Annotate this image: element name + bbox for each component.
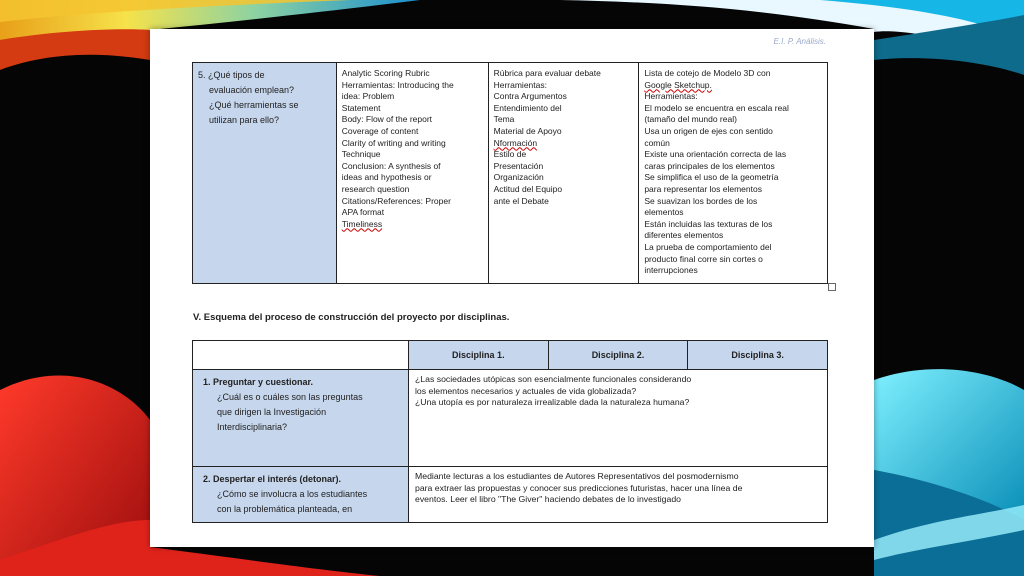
answer-cell	[409, 467, 828, 523]
cell-line: Contra Argumentos	[493, 91, 567, 102]
question-line: que dirigen la Investigación	[217, 407, 327, 417]
rubric-cell-3	[639, 63, 828, 284]
document-page	[150, 29, 874, 547]
cell-line: Rúbrica para evaluar debate	[493, 68, 601, 78]
answer-line: para extraer las propuestas y conocer sus predicciones futuristas, hacer una línea de	[415, 482, 743, 493]
cell-line: (tamaño del mundo real)	[644, 114, 737, 125]
section-title: V. Esquema del proceso de construcción del proyecto por disciplinas.	[193, 312, 510, 323]
cell-line: Herramientas: Introducing the	[341, 79, 454, 90]
question-line: evaluación emplean?	[209, 85, 295, 95]
cell-line: Se suavizan los bordes de los	[644, 195, 758, 206]
cell-line: Citations/References: Proper	[341, 195, 451, 206]
cell-line: Google Sketchup.	[644, 79, 712, 90]
cell-line: Se simplifica el uso de la geometría	[644, 172, 779, 183]
question-cell	[193, 370, 409, 467]
table-row	[193, 467, 828, 523]
question-line: utilizan para ello?	[209, 115, 280, 125]
answer-line: los elementos necesarios y actuales de vida globalizada?	[415, 385, 637, 396]
cell-line: ideas and hypothesis or	[341, 172, 432, 183]
cell-line: Nformación	[493, 137, 538, 148]
table-header-cell: Disciplina 1.	[409, 341, 549, 370]
disciplines-table	[192, 340, 828, 523]
cell-line: elementos	[644, 207, 684, 218]
question-line: 5. ¿Qué tipos de	[198, 70, 265, 80]
table-header-cell: Disciplina 2.	[548, 341, 688, 370]
cell-line: Timeliness	[341, 218, 383, 229]
cell-line: interrupciones	[644, 265, 698, 276]
answer-line: eventos. Leer el libro "The Giver" haciendo debates de lo investigado	[415, 494, 681, 505]
cell-line: producto final corre sin cortes o	[644, 253, 763, 264]
cell-line: APA format	[341, 207, 385, 218]
table-row	[193, 370, 828, 467]
cell-line: Material de Apoyo	[493, 125, 562, 136]
answer-line: ¿Las sociedades utópicas son esencialmente funcionales considerando	[415, 374, 692, 384]
question-line: ¿Qué herramientas se	[209, 100, 299, 110]
cell-line: research question	[341, 183, 410, 194]
cell-line: Presentación	[493, 160, 544, 171]
question-line: con la problemática planteada, en	[217, 504, 353, 514]
cell-line: Analytic Scoring Rubric	[341, 68, 430, 78]
cell-line: Existe una orientación correcta de las	[644, 149, 787, 160]
cell-line: Entendimiento del	[493, 102, 562, 113]
table-resize-handle[interactable]	[828, 283, 836, 291]
rubric-cell-1	[336, 63, 488, 284]
cell-line: caras principales de los elementos	[644, 160, 775, 171]
cell-line: Organización	[493, 172, 544, 183]
cell-line: Usa un origen de ejes con sentido	[644, 125, 773, 136]
cell-line: Body: Flow of the report	[341, 114, 433, 125]
cell-line: para representar los elementos	[644, 183, 762, 194]
table-header-cell	[193, 341, 409, 370]
question-line: ¿Cómo se involucra a los estudiantes	[217, 489, 368, 499]
cell-line: Technique	[341, 149, 381, 160]
question-line: Interdisciplinaria?	[217, 422, 288, 432]
answer-cell	[409, 370, 828, 467]
table-header-cell: Disciplina 3.	[688, 341, 828, 370]
cell-line: Están incluidas las texturas de los	[644, 218, 773, 229]
cell-line: ante el Debate	[493, 195, 549, 206]
cell-line: Conclusion: A synthesis of	[341, 160, 441, 171]
question-line: 2. Despertar el interés (detonar).	[203, 474, 342, 484]
cell-line: Herramientas:	[644, 91, 698, 102]
cell-line: La prueba de comportamiento del	[644, 241, 772, 252]
cell-line: Statement	[341, 102, 381, 113]
cell-line: Actitud del Equipo	[493, 183, 563, 194]
question-line: ¿Cuál es o cuáles son las preguntas	[217, 392, 363, 402]
question-cell	[193, 467, 409, 523]
cell-line: Lista de cotejo de Modelo 3D con	[644, 68, 771, 78]
cell-line: Tema	[493, 114, 515, 125]
question-cell	[193, 63, 337, 284]
cell-line: Coverage of content	[341, 125, 419, 136]
evaluation-table	[192, 62, 828, 284]
table-row	[193, 63, 828, 284]
cell-line: diferentes elementos	[644, 230, 724, 241]
cell-line: Estilo de	[493, 149, 527, 160]
answer-line: ¿Una utopía es por naturaleza irrealizable dada la naturaleza humana?	[415, 397, 690, 408]
cell-line: Clarity of writing and writing	[341, 137, 446, 148]
cell-line: Herramientas:	[493, 79, 547, 90]
rubric-cell-2	[488, 63, 639, 284]
cell-line: El modelo se encuentra en escala real	[644, 102, 789, 113]
cell-line: común	[644, 137, 670, 148]
answer-line: Mediante lecturas a los estudiantes de Autores Representativos del posmodernismo	[415, 471, 739, 481]
table-header-row	[193, 341, 828, 370]
question-line: 1. Preguntar y cuestionar.	[203, 377, 314, 387]
header-note: E.I. P. Análisis.	[773, 37, 826, 46]
cell-line: idea: Problem	[341, 91, 395, 102]
